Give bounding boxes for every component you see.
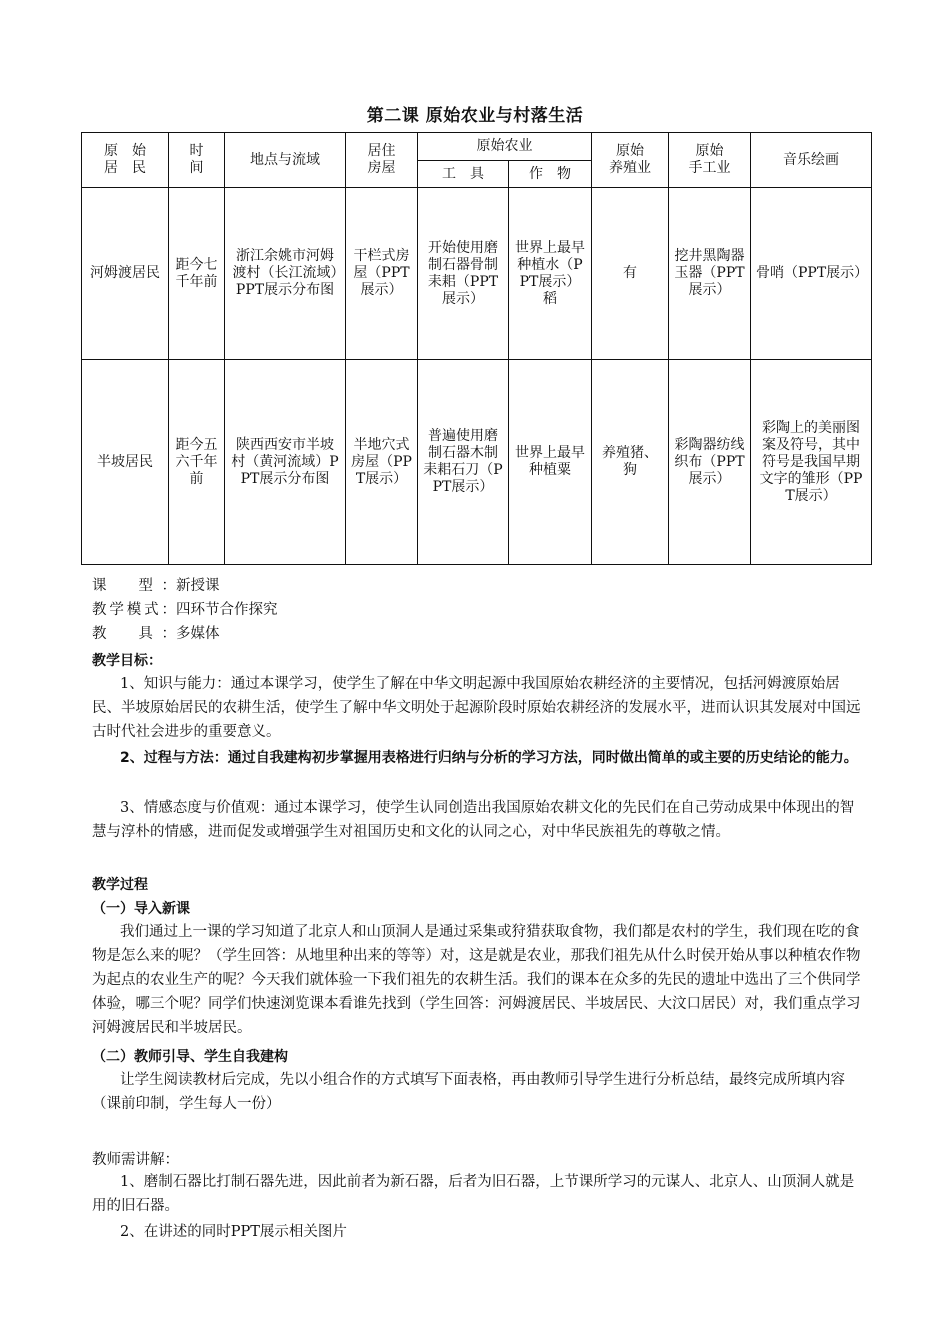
process-heading: 教学过程 [92,877,148,893]
header-handicraft: 原始 手工业 [669,133,751,188]
teacher-point-1: 1、磨制石器比打制石器先进，因此前者为新石器，后者为旧石器，上节课所学习的元谋人、北京人、山顶洞人就是用的旧石器。 [92,1174,855,1214]
cell-crops: 世界上最早种植水（PPT展示）稻 [509,188,592,360]
section2-text: 让学生阅读教材后完成，先以小组合作的方式填写下面表格，再由教师引导学生进行分析总结，最终完成所填内容（课前印制，学生每人一份） [92,1072,845,1112]
page-title: 第二课 原始农业与村落生活 [366,106,584,126]
table-row [82,188,872,360]
cell-residents: 半坡居民 [82,360,169,565]
goal-emotion: 3、情感态度与价值观：通过本课学习，使学生认同创造出我国原始农耕文化的先民们在自己劳动成果中体现出的智慧与淳朴的情感，进而促发或增强学生对祖国历史和文化的认同之心，对中华民族祖先的尊敬之情。 [92,800,855,840]
header-location: 地点与流域 [225,133,346,188]
cell-tools: 开始使用磨制石器骨制耒耜（PPT展示） [418,188,509,360]
meta-teaching-aids: 教 具：多媒体 [92,626,220,642]
header-housing: 居住 房屋 [346,133,418,188]
teacher-point-2: 2、在讲述的同时PPT展示相关图片 [120,1224,347,1240]
cell-handicraft: 彩陶器纺线织布（PPT展示） [669,360,751,565]
cell-tools: 普遍使用磨制石器木制耒耜石刀（PPT展示） [418,360,509,565]
section1-heading: （一）导入新课 [92,901,190,917]
header-agriculture: 原始农业 [418,133,592,161]
teacher-notes-label: 教师需讲解： [92,1152,179,1168]
cell-location: 陕西西安市半坡村（黄河流域）PPT展示分布图 [225,360,346,565]
header-time: 时 间 [169,133,225,188]
meta-teaching-mode: 教学模式：四环节合作探究 [92,602,278,618]
header-crops: 作 物 [509,161,592,188]
goal-knowledge: 1、知识与能力：通过本课学习，使学生了解在中华文明起源中我国原始农耕经济的主要情况，包括河姆渡原始居民、半坡原始居民的农耕生活，使学生了解中华文明处于起源阶段时原始农耕经济的发展水平，进而认识其发展对中国远古时代社会进步的重要意义。 [92,676,861,740]
cell-music-art: 彩陶上的美丽图案及符号，其中符号是我国早期文字的雏形（PPT展示） [751,360,872,565]
cell-time: 距今五六千年前 [169,360,225,565]
header-music-art: 音乐绘画 [751,133,872,188]
cell-residents: 河姆渡居民 [82,188,169,360]
cell-music-art: 骨哨（PPT展示） [751,188,872,360]
header-husbandry: 原始 养殖业 [592,133,669,188]
section1-text: 我们通过上一课的学习知道了北京人和山顶洞人是通过采集或狩猎获取食物，我们都是农村的学生，我们现在吃的食物是怎么来的呢？（学生回答：从地里种出来的等等）对，这是就是农业，那我们祖先从什么时侯开始从事以种植农作物为起点的农业生产的呢？今天我们就体验一下我们祖先的农耕生活。我们的课本在众多的先民的遗址中选出了三个供同学体验，哪三个呢？同学们快速浏览课本看谁先找到（学生回答：河姆渡居民、半坡居民、大汶口居民）对，我们重点学习河姆渡居民和半坡居民。 [92,924,861,1036]
goals-heading: 教学目标： [92,653,162,669]
cell-housing: 干栏式房屋（PPT展示） [346,188,418,360]
cell-time: 距今七千年前 [169,188,225,360]
cell-husbandry: 有 [592,188,669,360]
meta-lesson-type: 课 型：新授课 [92,578,220,594]
goal-process: 2、过程与方法：通过自我建构初步掌握用表格进行归纳与分析的学习方法，同时做出简单的或主要的历史结论的能力。 [120,750,858,766]
section2-heading: （二）教师引导、学生自我建构 [92,1049,288,1065]
header-tools: 工 具 [418,161,509,188]
cell-husbandry: 养殖猪、狗 [592,360,669,565]
cell-handicraft: 挖井黑陶器玉器（PPT展示） [669,188,751,360]
comparison-table [81,132,872,565]
table-row [82,360,872,565]
header-residents: 原 始 居 民 [82,133,169,188]
cell-location: 浙江余姚市河姆渡村（长江流域）PPT展示分布图 [225,188,346,360]
cell-crops: 世界上最早种植粟 [509,360,592,565]
cell-housing: 半地穴式房屋（PPT展示） [346,360,418,565]
